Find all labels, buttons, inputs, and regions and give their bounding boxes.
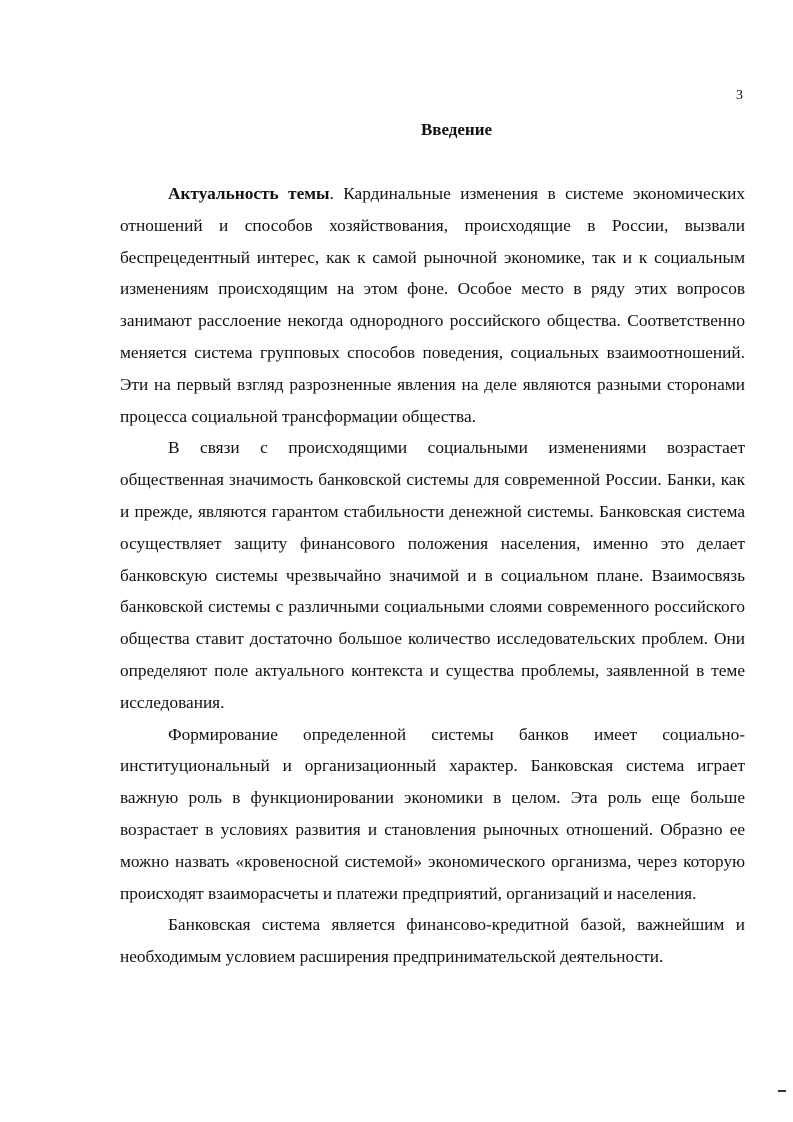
paragraph-relevance — [120, 178, 745, 432]
paragraph-banking-significance: В связи с происходящими социальными изменениями возрастает общественная значимость банковской системы для современной России. Банки, как и прежде, являются гарантом стабильности денежной системы. Банковская система осуществляет защиту финансового положения населения, именно это делает банковскую системы чрезвычайно значимой и в социальном плане. Взаимосвязь банковской системы с различными социальными слоями современного российского общества ставит достаточно большое количество исследовательских проблем. Они определяют поле актуального контекста и существа проблемы, заявленной в теме исследования. — [120, 438, 745, 712]
page-title: Введение — [420, 120, 493, 139]
scan-edge-mark — [778, 1090, 786, 1092]
paragraph-credit-base: Банковская система является финансово-кредитной базой, важнейшим и необходимым условием расширения предпринимательской деятельности. — [120, 915, 745, 967]
paragraph-text: . Кардинальные изменения в системе экономических отношений и способов хозяйствования, происходящие в России, вызвали беспрецедентный интерес, как к самой рыночной экономике, так и к социальным изменениям происходящим на этом фоне. Особое место в ряду этих вопросов занимают расслоение некогда однородного российского общества. Соответственно меняется система групповых способов поведения, социальных взаимоотношений. Эти на первый взгляд разрозненные явления на деле являются разными сторонами процесса социальной трансформации общества. — [120, 184, 746, 426]
body-text — [120, 178, 745, 973]
paragraph-lead: Актуальность темы — [168, 184, 330, 203]
paragraph-banking-system-role: Формирование определенной системы банков имеет социально-институциональный и организационный характер. Банковская система играет важную роль в функционировании экономики в целом. Эта роль еще больше возрастает в условиях развития и становления рыночных отношений. Образно ее можно назвать «кровеносной системой» экономического организма, через которую происходят взаиморасчеты и платежи предприятий, организаций и населения. — [120, 724, 745, 903]
page-number: 3 — [736, 88, 743, 103]
